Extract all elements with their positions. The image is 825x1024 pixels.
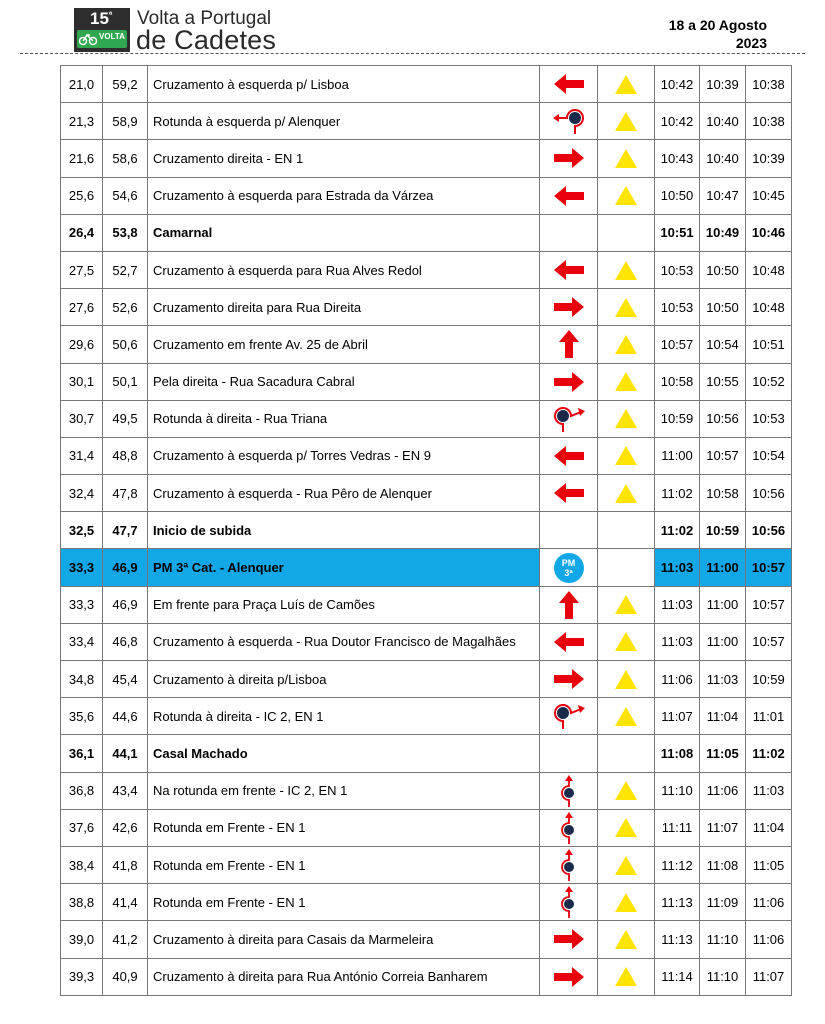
warning-cell	[598, 475, 655, 512]
warning-triangle-icon	[614, 780, 638, 801]
time-fast-cell: 11:14	[655, 958, 700, 995]
time-slow-cell: 10:38	[746, 66, 792, 103]
time-slow-cell: 11:02	[746, 735, 792, 772]
route-table	[60, 65, 792, 996]
description-cell: Rotunda em Frente - EN 1	[148, 809, 540, 846]
remaining-km-cell: 47,7	[103, 512, 148, 549]
time-fast-cell: 11:12	[655, 846, 700, 883]
warning-triangle-icon	[614, 631, 638, 652]
warning-cell	[598, 66, 655, 103]
time-fast-cell: 10:57	[655, 326, 700, 363]
page-title-line2: de Cadetes	[136, 25, 277, 55]
arrow-right-icon	[552, 146, 586, 170]
event-logo	[74, 8, 130, 52]
warning-cell	[598, 772, 655, 809]
time-fast-cell: 11:03	[655, 586, 700, 623]
roundabout-right-icon	[551, 701, 587, 731]
km-cell: 30,7	[61, 400, 103, 437]
description-cell: Rotunda à direita - Rua Triana	[148, 400, 540, 437]
time-slow-cell: 10:45	[746, 177, 792, 214]
km-cell: 27,5	[61, 251, 103, 288]
warning-triangle-icon	[614, 148, 638, 169]
table-row	[61, 846, 792, 883]
description-cell: Rotunda à direita - IC 2, EN 1	[148, 698, 540, 735]
roundabout-straight-icon	[559, 848, 579, 882]
warning-triangle-icon	[614, 185, 638, 206]
warning-cell	[598, 177, 655, 214]
km-cell: 26,4	[61, 214, 103, 251]
table-row	[61, 735, 792, 772]
km-cell: 39,3	[61, 958, 103, 995]
time-slow-cell: 11:07	[746, 958, 792, 995]
time-slow-cell: 10:57	[746, 586, 792, 623]
table-row	[61, 363, 792, 400]
time-fast-cell: 11:06	[655, 661, 700, 698]
time-fast-cell: 11:11	[655, 809, 700, 846]
time-slow-cell: 10:39	[746, 140, 792, 177]
arrow-left-icon	[552, 481, 586, 505]
time-fast-cell: 11:07	[655, 698, 700, 735]
description-cell: Em frente para Praça Luís de Camões	[148, 586, 540, 623]
km-cell: 36,1	[61, 735, 103, 772]
remaining-km-cell: 42,6	[103, 809, 148, 846]
km-cell: 37,6	[61, 809, 103, 846]
arrow-left-icon	[552, 184, 586, 208]
warning-cell	[598, 289, 655, 326]
arrow-left-icon	[552, 630, 586, 654]
time-slow-cell: 11:04	[746, 809, 792, 846]
dates-year: 2023	[735, 35, 767, 51]
time-slow-cell: 10:52	[746, 363, 792, 400]
description-cell: Cruzamento à direita para Rua António Correia Banharem	[148, 958, 540, 995]
time-fast-cell: 10:42	[655, 66, 700, 103]
direction-icon-cell	[540, 177, 598, 214]
remaining-km-cell: 41,4	[103, 884, 148, 921]
remaining-km-cell: 46,8	[103, 623, 148, 660]
time-fast-cell: 11:13	[655, 921, 700, 958]
remaining-km-cell: 47,8	[103, 475, 148, 512]
table-row	[61, 251, 792, 288]
direction-icon-cell	[540, 735, 598, 772]
warning-cell	[598, 437, 655, 474]
direction-icon-cell	[540, 251, 598, 288]
arrow-right-icon	[552, 927, 586, 951]
description-cell: Cruzamento à esquerda p/ Torres Vedras - EN 9	[148, 437, 540, 474]
roundabout-straight-icon	[559, 811, 579, 845]
description-cell: Cruzamento à esquerda p/ Lisboa	[148, 66, 540, 103]
km-cell: 30,1	[61, 363, 103, 400]
warning-cell	[598, 921, 655, 958]
direction-icon-cell	[540, 549, 598, 586]
time-slow-cell: 10:54	[746, 437, 792, 474]
time-mid-cell: 10:54	[700, 326, 746, 363]
warning-cell	[598, 103, 655, 140]
warning-triangle-icon	[614, 334, 638, 355]
description-cell: Cruzamento à esquerda para Rua Alves Redol	[148, 251, 540, 288]
remaining-km-cell: 46,9	[103, 549, 148, 586]
table-row	[61, 512, 792, 549]
warning-cell	[598, 846, 655, 883]
logo-strip	[77, 30, 127, 48]
km-cell: 33,4	[61, 623, 103, 660]
warning-cell	[598, 400, 655, 437]
mountain-prize-badge: PM 3ª	[554, 553, 584, 583]
direction-icon-cell	[540, 958, 598, 995]
time-mid-cell: 11:10	[700, 921, 746, 958]
time-mid-cell: 10:47	[700, 177, 746, 214]
table-row	[61, 66, 792, 103]
warning-cell	[598, 661, 655, 698]
remaining-km-cell: 48,8	[103, 437, 148, 474]
table-row	[61, 772, 792, 809]
km-cell: 21,3	[61, 103, 103, 140]
table-row	[61, 549, 792, 586]
description-cell: Inicio de subida	[148, 512, 540, 549]
warning-cell	[598, 549, 655, 586]
km-cell: 35,6	[61, 698, 103, 735]
time-slow-cell: 10:48	[746, 289, 792, 326]
description-cell: Camarnal	[148, 214, 540, 251]
km-cell: 38,4	[61, 846, 103, 883]
remaining-km-cell: 43,4	[103, 772, 148, 809]
header-divider	[20, 53, 805, 54]
edition-number: $15^ª$	[90, 9, 113, 28]
warning-triangle-icon	[614, 371, 638, 392]
direction-icon-cell	[540, 512, 598, 549]
warning-cell	[598, 809, 655, 846]
km-cell: 34,8	[61, 661, 103, 698]
km-cell: 25,6	[61, 177, 103, 214]
warning-cell	[598, 214, 655, 251]
time-fast-cell: 11:03	[655, 623, 700, 660]
warning-triangle-icon	[614, 297, 638, 318]
time-mid-cell: 11:05	[700, 735, 746, 772]
time-mid-cell: 11:00	[700, 549, 746, 586]
description-cell: Cruzamento direita - EN 1	[148, 140, 540, 177]
table-row	[61, 623, 792, 660]
warning-cell	[598, 251, 655, 288]
remaining-km-cell: 41,2	[103, 921, 148, 958]
description-cell: Cruzamento à esquerda - Rua Pêro de Alenquer	[148, 475, 540, 512]
warning-cell	[598, 363, 655, 400]
warning-cell	[598, 586, 655, 623]
time-mid-cell: 11:10	[700, 958, 746, 995]
time-slow-cell: 11:06	[746, 884, 792, 921]
km-cell: 21,6	[61, 140, 103, 177]
warning-triangle-icon	[614, 445, 638, 466]
direction-icon-cell	[540, 140, 598, 177]
time-slow-cell: 10:53	[746, 400, 792, 437]
remaining-km-cell: 50,6	[103, 326, 148, 363]
remaining-km-cell: 58,6	[103, 140, 148, 177]
time-mid-cell: 10:40	[700, 103, 746, 140]
arrow-right-icon	[552, 965, 586, 989]
warning-triangle-icon	[614, 483, 638, 504]
time-mid-cell: 11:04	[700, 698, 746, 735]
remaining-km-cell: 45,4	[103, 661, 148, 698]
time-mid-cell: 10:57	[700, 437, 746, 474]
table-row	[61, 140, 792, 177]
time-mid-cell: 11:09	[700, 884, 746, 921]
description-cell: Pela direita - Rua Sacadura Cabral	[148, 363, 540, 400]
description-cell: Rotunda em Frente - EN 1	[148, 884, 540, 921]
km-cell: 33,3	[61, 586, 103, 623]
arrow-up-icon	[557, 590, 581, 620]
time-fast-cell: 11:03	[655, 549, 700, 586]
page-title-line1: Volta a Portugal	[137, 8, 272, 29]
description-cell: Cruzamento direita para Rua Direita	[148, 289, 540, 326]
remaining-km-cell: 41,8	[103, 846, 148, 883]
time-mid-cell: 10:59	[700, 512, 746, 549]
km-cell: 36,8	[61, 772, 103, 809]
remaining-km-cell: 44,1	[103, 735, 148, 772]
time-fast-cell: 10:51	[655, 214, 700, 251]
arrow-right-icon	[552, 295, 586, 319]
time-fast-cell: 10:53	[655, 289, 700, 326]
time-fast-cell: 11:02	[655, 475, 700, 512]
direction-icon-cell	[540, 289, 598, 326]
table-row	[61, 177, 792, 214]
table-row	[61, 400, 792, 437]
time-mid-cell: 10:55	[700, 363, 746, 400]
time-mid-cell: 10:50	[700, 251, 746, 288]
direction-icon-cell	[540, 809, 598, 846]
km-cell: 29,6	[61, 326, 103, 363]
direction-icon-cell	[540, 921, 598, 958]
time-slow-cell: 11:03	[746, 772, 792, 809]
table-row	[61, 809, 792, 846]
table-row	[61, 103, 792, 140]
remaining-km-cell: 44,6	[103, 698, 148, 735]
warning-triangle-icon	[614, 817, 638, 838]
time-fast-cell: 10:43	[655, 140, 700, 177]
warning-triangle-icon	[614, 111, 638, 132]
warning-cell	[598, 326, 655, 363]
warning-triangle-icon	[614, 855, 638, 876]
roundabout-straight-icon	[559, 885, 579, 919]
warning-triangle-icon	[614, 892, 638, 913]
event-dates	[669, 16, 767, 52]
time-slow-cell: 10:48	[746, 251, 792, 288]
table-row	[61, 437, 792, 474]
description-cell: Cruzamento à esquerda - Rua Doutor Francisco de Magalhães	[148, 623, 540, 660]
warning-triangle-icon	[614, 929, 638, 950]
time-mid-cell: 10:40	[700, 140, 746, 177]
table-row	[61, 661, 792, 698]
time-mid-cell: 11:00	[700, 623, 746, 660]
direction-icon-cell	[540, 326, 598, 363]
table-row	[61, 214, 792, 251]
remaining-km-cell: 58,9	[103, 103, 148, 140]
logo-text: VOLTA	[99, 32, 125, 41]
time-slow-cell: 10:59	[746, 661, 792, 698]
warning-cell	[598, 958, 655, 995]
remaining-km-cell: 52,6	[103, 289, 148, 326]
time-mid-cell: 11:00	[700, 586, 746, 623]
table-row	[61, 698, 792, 735]
description-cell: Cruzamento em frente Av. 25 de Abril	[148, 326, 540, 363]
table-row	[61, 921, 792, 958]
table-row	[61, 884, 792, 921]
km-cell: 38,8	[61, 884, 103, 921]
warning-cell	[598, 698, 655, 735]
time-mid-cell: 10:56	[700, 400, 746, 437]
time-mid-cell: 10:49	[700, 214, 746, 251]
time-fast-cell: 11:00	[655, 437, 700, 474]
time-mid-cell: 11:06	[700, 772, 746, 809]
time-fast-cell: 10:58	[655, 363, 700, 400]
km-cell: 31,4	[61, 437, 103, 474]
direction-icon-cell	[540, 103, 598, 140]
direction-icon-cell	[540, 475, 598, 512]
warning-cell	[598, 884, 655, 921]
direction-icon-cell	[540, 623, 598, 660]
arrow-right-icon	[552, 370, 586, 394]
description-cell: Cruzamento à esquerda para Estrada da Várzea	[148, 177, 540, 214]
description-cell: Rotunda à esquerda p/ Alenquer	[148, 103, 540, 140]
time-slow-cell: 11:06	[746, 921, 792, 958]
km-cell: 39,0	[61, 921, 103, 958]
remaining-km-cell: 53,8	[103, 214, 148, 251]
description-cell: Na rotunda em frente - IC 2, EN 1	[148, 772, 540, 809]
remaining-km-cell: 40,9	[103, 958, 148, 995]
arrow-left-icon	[552, 444, 586, 468]
bicycle-icon	[79, 32, 97, 46]
km-cell: 32,4	[61, 475, 103, 512]
remaining-km-cell: 46,9	[103, 586, 148, 623]
roundabout-right-icon	[551, 404, 587, 434]
time-mid-cell: 11:03	[700, 661, 746, 698]
time-slow-cell: 10:46	[746, 214, 792, 251]
roundabout-straight-icon	[559, 774, 579, 808]
description-cell: PM 3ª Cat. - Alenquer	[148, 549, 540, 586]
warning-cell	[598, 735, 655, 772]
warning-triangle-icon	[614, 594, 638, 615]
time-fast-cell: 11:08	[655, 735, 700, 772]
warning-triangle-icon	[614, 74, 638, 95]
remaining-km-cell: 54,6	[103, 177, 148, 214]
time-fast-cell: 11:13	[655, 884, 700, 921]
table-row	[61, 958, 792, 995]
warning-triangle-icon	[614, 408, 638, 429]
direction-icon-cell	[540, 884, 598, 921]
time-mid-cell: 11:08	[700, 846, 746, 883]
km-cell: 21,0	[61, 66, 103, 103]
km-cell: 33,3	[61, 549, 103, 586]
direction-icon-cell	[540, 400, 598, 437]
arrow-left-icon	[552, 258, 586, 282]
direction-icon-cell	[540, 661, 598, 698]
time-fast-cell: 11:10	[655, 772, 700, 809]
time-fast-cell: 10:59	[655, 400, 700, 437]
roundabout-left-icon	[551, 106, 587, 136]
time-fast-cell: 10:42	[655, 103, 700, 140]
direction-icon-cell	[540, 437, 598, 474]
remaining-km-cell: 52,7	[103, 251, 148, 288]
table-row	[61, 326, 792, 363]
km-cell: 32,5	[61, 512, 103, 549]
description-cell: Casal Machado	[148, 735, 540, 772]
page-header	[0, 0, 825, 56]
warning-cell	[598, 140, 655, 177]
time-mid-cell: 10:58	[700, 475, 746, 512]
table-row	[61, 475, 792, 512]
warning-cell	[598, 623, 655, 660]
time-mid-cell: 10:50	[700, 289, 746, 326]
arrow-right-icon	[552, 667, 586, 691]
arrow-up-icon	[557, 329, 581, 359]
warning-triangle-icon	[614, 669, 638, 690]
table-row	[61, 289, 792, 326]
description-cell: Rotunda em Frente - EN 1	[148, 846, 540, 883]
time-mid-cell: 10:39	[700, 66, 746, 103]
time-slow-cell: 10:57	[746, 549, 792, 586]
direction-icon-cell	[540, 214, 598, 251]
time-slow-cell: 11:01	[746, 698, 792, 735]
time-fast-cell: 11:02	[655, 512, 700, 549]
time-slow-cell: 10:56	[746, 475, 792, 512]
arrow-left-icon	[552, 72, 586, 96]
description-cell: Cruzamento à direita para Casais da Marmeleira	[148, 921, 540, 958]
direction-icon-cell	[540, 846, 598, 883]
time-slow-cell: 10:51	[746, 326, 792, 363]
remaining-km-cell: 49,5	[103, 400, 148, 437]
warning-triangle-icon	[614, 706, 638, 727]
time-slow-cell: 10:57	[746, 623, 792, 660]
remaining-km-cell: 50,1	[103, 363, 148, 400]
time-slow-cell: 10:38	[746, 103, 792, 140]
time-mid-cell: 11:07	[700, 809, 746, 846]
table-row	[61, 586, 792, 623]
warning-triangle-icon	[614, 260, 638, 281]
description-cell: Cruzamento à direita p/Lisboa	[148, 661, 540, 698]
dates-range: 18 a 20 Agosto	[668, 17, 767, 33]
warning-cell	[598, 512, 655, 549]
direction-icon-cell	[540, 586, 598, 623]
time-fast-cell: 10:53	[655, 251, 700, 288]
time-slow-cell: 10:56	[746, 512, 792, 549]
direction-icon-cell	[540, 363, 598, 400]
time-slow-cell: 11:05	[746, 846, 792, 883]
time-fast-cell: 10:50	[655, 177, 700, 214]
warning-triangle-icon	[614, 966, 638, 987]
direction-icon-cell	[540, 772, 598, 809]
direction-icon-cell	[540, 66, 598, 103]
direction-icon-cell	[540, 698, 598, 735]
remaining-km-cell: 59,2	[103, 66, 148, 103]
km-cell: 27,6	[61, 289, 103, 326]
